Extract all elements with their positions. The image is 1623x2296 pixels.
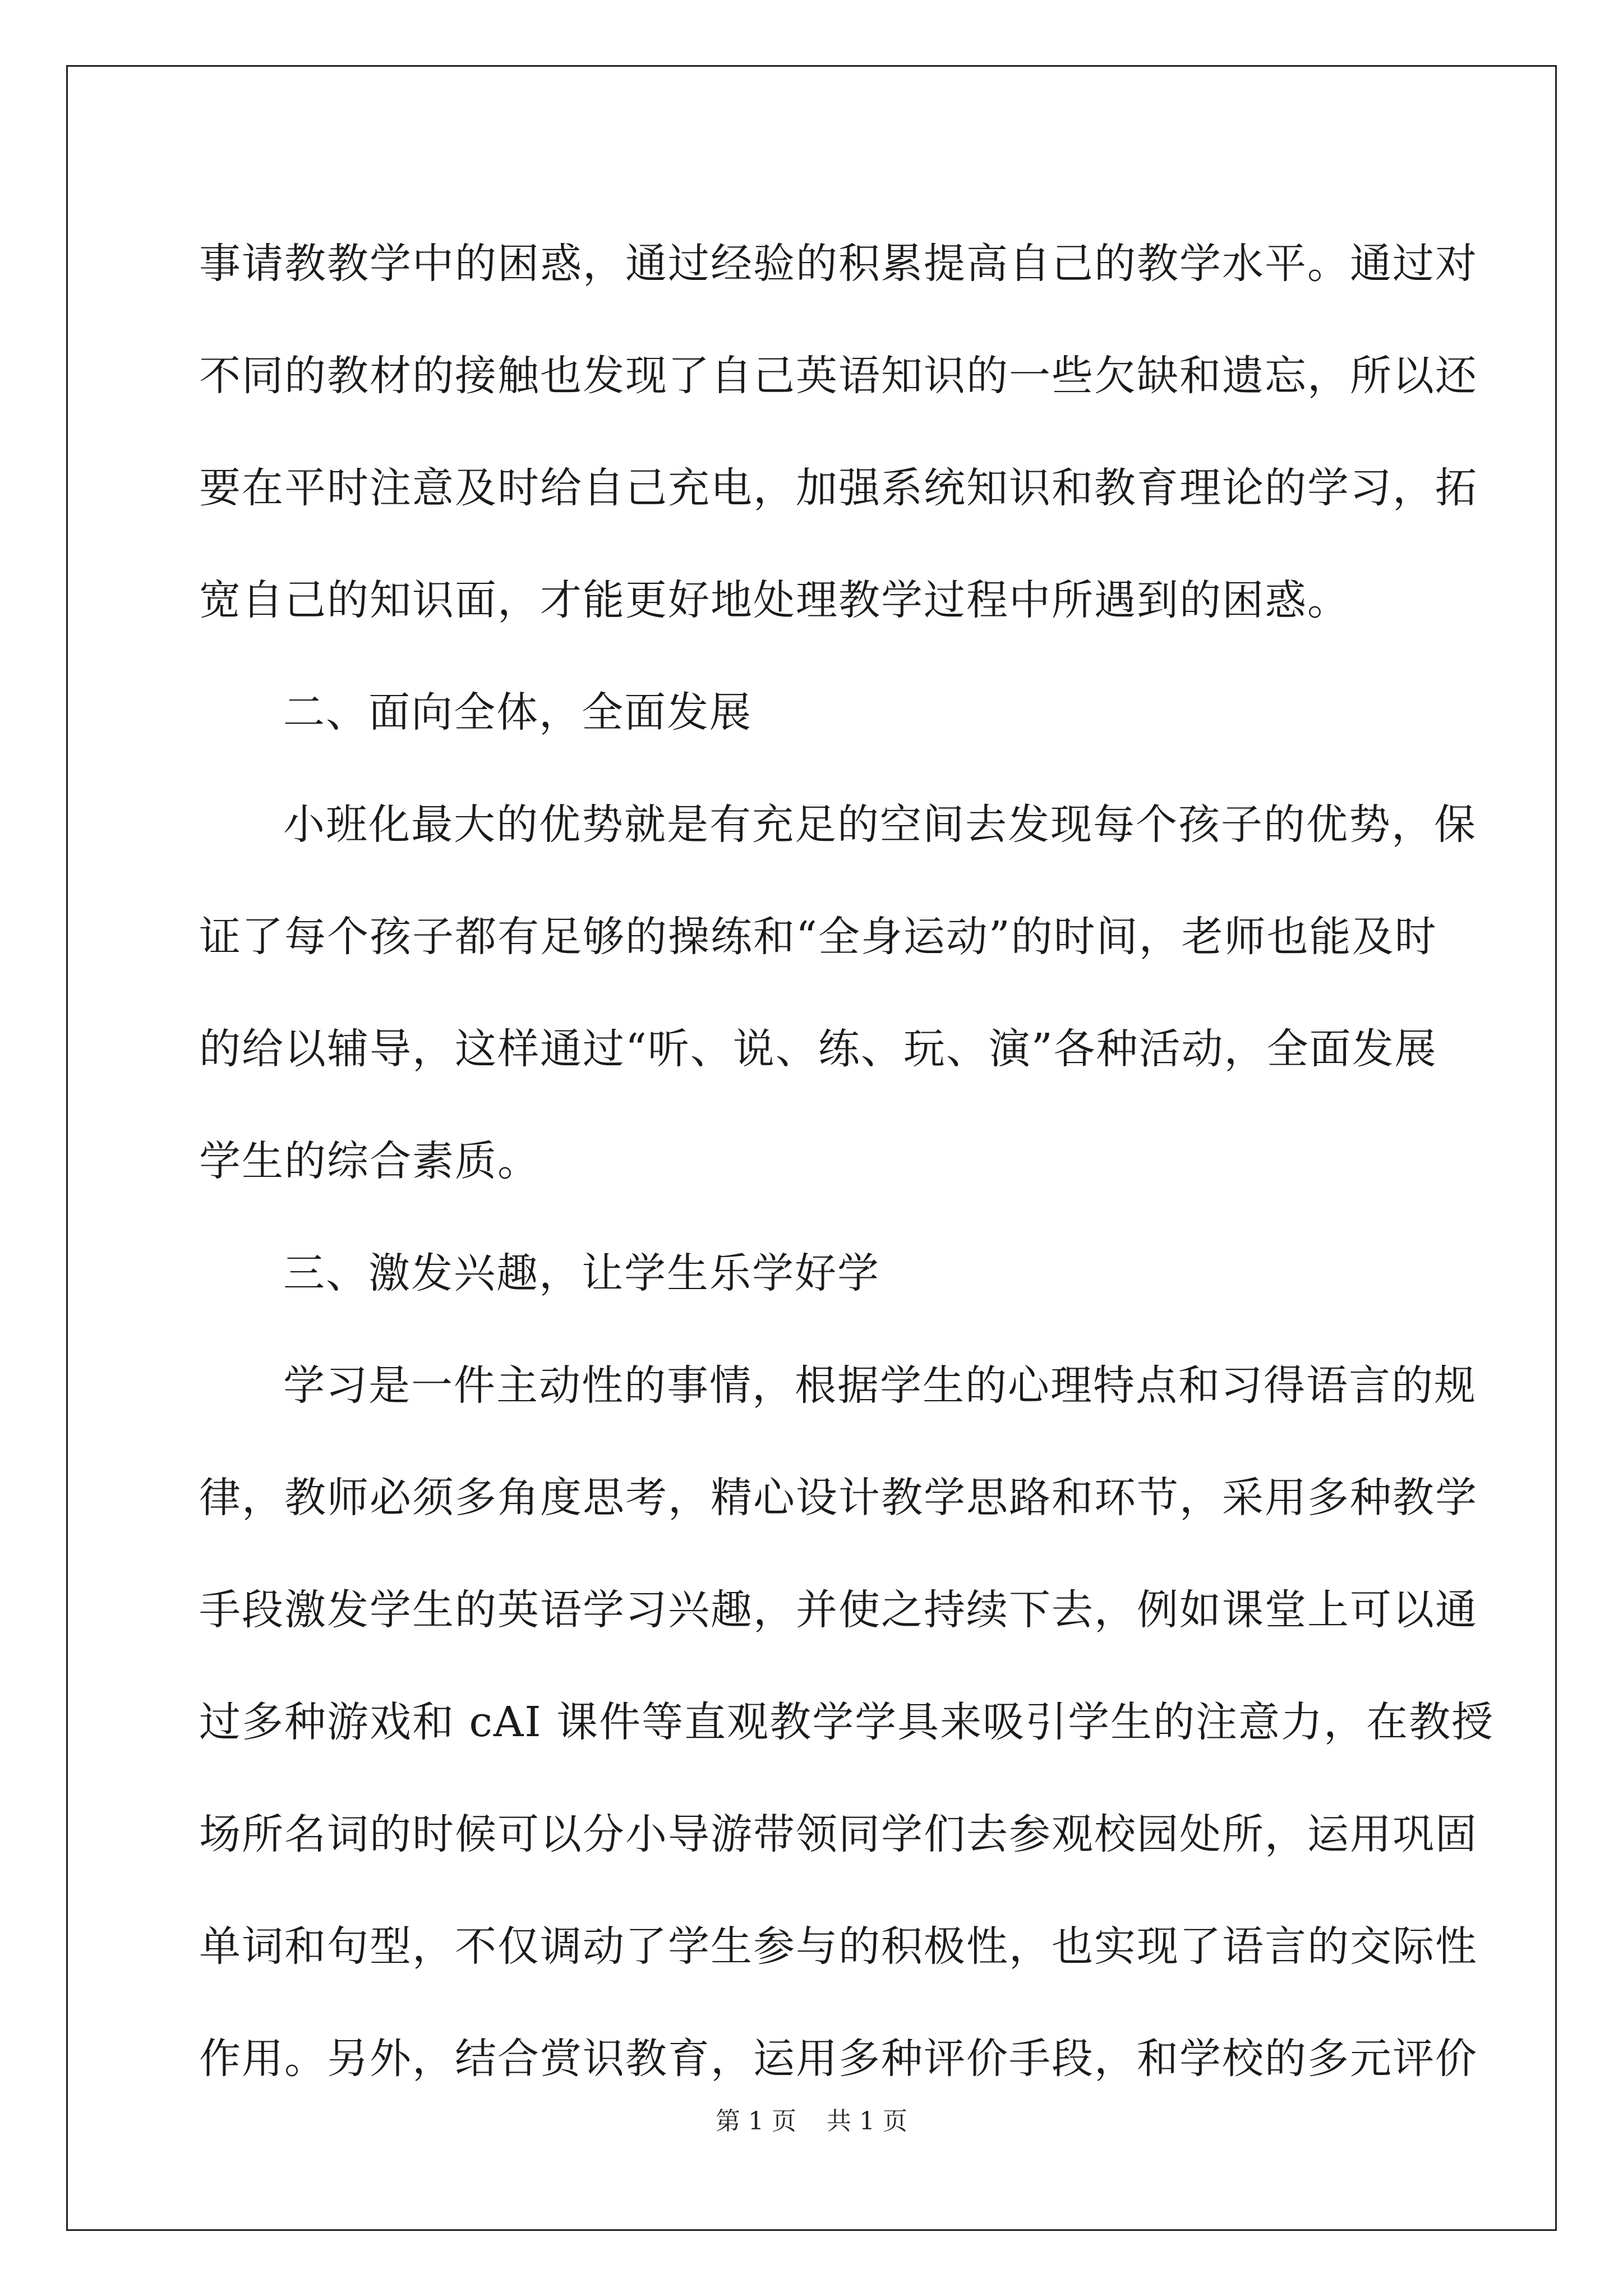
body-line: 律，教师必须多角度思考，精心设计教学思路和环节，采用多种教学 — [199, 1474, 1478, 1522]
body-line: 过多种游戏和 cAI 课件等直观教学学具来吸引学生的注意力，在教授 — [199, 1698, 1495, 1746]
section-heading: 二、面向全体，全面发展 — [283, 688, 752, 737]
page-total: 共 1 页 — [827, 2107, 907, 2136]
body-line: 不同的教材的接触也发现了自己英语知识的一些欠缺和遗忘，所以还 — [199, 352, 1478, 400]
document-body — [199, 208, 1495, 2115]
page-footer — [0, 2101, 1623, 2137]
body-line: 小班化最大的优势就是有充足的空间去发现每个孩子的优势，保 — [283, 800, 1477, 849]
body-line: 单词和句型，不仅调动了学生参与的积极性，也实现了语言的交际性 — [199, 1922, 1478, 1971]
section-heading: 三、激发兴趣，让学生乐学好学 — [283, 1249, 880, 1297]
body-line: 学习是一件主动性的事情，根据学生的心理特点和习得语言的规 — [283, 1361, 1477, 1410]
body-line: 作用。另外，结合赏识教育，运用多种评价手段，和学校的多元评价 — [199, 2035, 1478, 2083]
body-line: 证了每个孩子都有足够的操练和“全身运动”的时间，老师也能及时 — [199, 913, 1437, 961]
body-line: 事请教教学中的困惑，通过经验的积累提高自己的教学水平。通过对 — [199, 240, 1478, 288]
body-line: 要在平时注意及时给自己充电，加强系统知识和教育理论的学习，拓 — [199, 464, 1478, 512]
body-line: 学生的综合素质。 — [199, 1137, 540, 1185]
body-line: 宽自己的知识面，才能更好地处理教学过程中所遇到的困惑。 — [199, 576, 1350, 624]
body-line: 的给以辅导，这样通过“听、说、练、玩、演”各种活动，全面发展 — [199, 1025, 1437, 1073]
body-line: 手段激发学生的英语学习兴趣，并使之持续下去，例如课堂上可以通 — [199, 1586, 1478, 1634]
page-number: 第 1 页 — [716, 2107, 796, 2136]
body-line: 场所名词的时候可以分小导游带领同学们去参观校园处所，运用巩固 — [199, 1810, 1478, 1858]
